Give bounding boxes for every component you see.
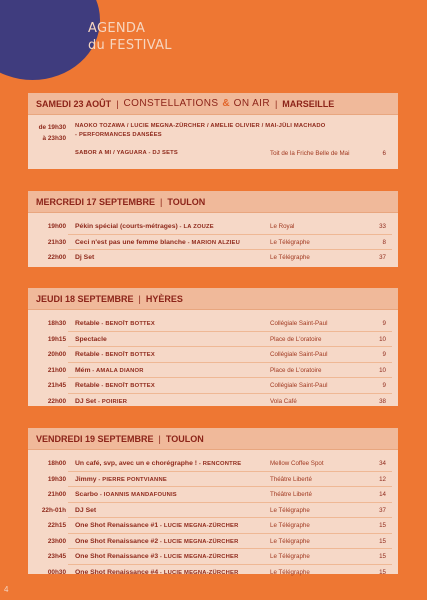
event-artist: - BENOÎT BOTTEX (99, 383, 155, 389)
time-end: à 23h30 (42, 135, 66, 142)
page-title (88, 20, 172, 54)
section-city: HYÈRES (145, 293, 183, 304)
event-venue: Collégiale Saint-Paul (270, 320, 328, 327)
event-venue: Le Télégraphe (270, 553, 310, 560)
event-page-ref: 34 (379, 460, 386, 467)
section-day: SAMEDI 23 AOÛT (36, 98, 112, 109)
section-header (28, 93, 398, 115)
section-header (28, 288, 398, 310)
event-page-ref: 8 (382, 238, 386, 246)
event-name: Jimmy (75, 475, 97, 483)
event-venue: Le Télégraphe (270, 537, 310, 545)
event-page-ref: 14 (379, 491, 386, 498)
event-row (28, 518, 398, 534)
event-time: 21h00 (47, 491, 66, 498)
event-row (28, 219, 398, 235)
time-start: de 19h30 (38, 124, 66, 131)
title-line-1: AGENDA (88, 21, 146, 36)
title-line-2: du FESTIVAL (88, 38, 172, 53)
section-header (28, 428, 398, 450)
event-artist: - AMALA DIANOR (90, 367, 144, 374)
event-row (28, 394, 398, 410)
event-time: 21h00 (47, 366, 66, 374)
event-time: 19h00 (47, 223, 66, 230)
event-venue: Le Télégraphe (270, 254, 310, 261)
event-venue: Mellow Coffee Spot (270, 460, 324, 467)
event-artist: - LA ZOUZE (177, 224, 214, 230)
event-time: 21h30 (47, 238, 66, 246)
event-artist: - RENCONTRE (197, 461, 242, 467)
event-time: 21h45 (47, 382, 66, 389)
event-venue: Théâtre Liberté (270, 491, 312, 498)
event-name: Spectacle (75, 335, 107, 343)
event-row (28, 332, 398, 348)
event-name: Un café, svp, avec un e chorégraphe ! (75, 460, 198, 467)
event-name: Retable (75, 382, 100, 389)
event-page-ref: 15 (379, 537, 386, 545)
event-time: 22h00 (47, 397, 66, 405)
page-number: 4 (4, 585, 9, 594)
event-row (28, 503, 398, 519)
event-name: One Shot Renaissance #3 (75, 553, 159, 560)
separator: | (158, 433, 161, 444)
event-time: 19h15 (47, 335, 66, 343)
page-ref: 6 (382, 150, 386, 157)
event-name: Ceci n'est pas une femme blanche (75, 238, 186, 246)
event-page-ref: 15 (379, 568, 386, 576)
event-row (28, 347, 398, 363)
event-page-ref: 10 (379, 335, 386, 343)
section-wednesday (28, 191, 398, 267)
event-name: One Shot Renaissance #2 (75, 537, 159, 545)
event-venue: Collégiale Saint-Paul (270, 382, 328, 389)
event-artist: - MARION ALZIEU (185, 239, 240, 246)
event-name: Dj Set (75, 254, 95, 261)
event-time: 18h00 (47, 460, 66, 467)
event-name: DJ Set (75, 506, 97, 514)
event-page-ref: 33 (379, 223, 386, 230)
event-list (28, 450, 398, 586)
event-time: 00h30 (47, 568, 66, 576)
event-page-ref: 12 (379, 475, 386, 483)
event-venue: Vola Café (270, 397, 297, 405)
performers: NAOKO TOZAWA / LUCIE MEGNA-ZÜRCHER / AMELIE OLIVIER / MAI-JÜLI MACHADO (75, 123, 326, 129)
event-artist: - PIERRE PONTVIANNE (96, 476, 167, 483)
performance-type: - PERFORMANCES DANSÉES (75, 132, 162, 138)
dj-sets: SABOR A MI / YAGUARA - DJ SETS (75, 150, 178, 156)
decorative-circle (0, 0, 100, 80)
section-day: VENDREDI 19 SEPTEMBRE (36, 433, 154, 444)
event-row (28, 363, 398, 379)
event-venue: Le Royal (270, 223, 295, 230)
event-page-ref: 9 (382, 320, 386, 327)
event-title (75, 394, 127, 411)
event-time: 20h00 (47, 351, 66, 358)
event-list (28, 213, 398, 272)
event-time: 23h00 (47, 537, 66, 545)
event-page-ref: 37 (379, 254, 386, 261)
event-venue: Collégiale Saint-Paul (270, 351, 328, 358)
event-time: 18h30 (47, 320, 66, 327)
event-artist: - IOANNIS MANDAFOUNIS (98, 492, 177, 498)
event-row (28, 250, 398, 266)
event-title (75, 250, 94, 267)
event-venue: Le Télégraphe (270, 238, 310, 246)
section-thursday (28, 288, 398, 406)
event-venue: Le Télégraphe (270, 568, 310, 576)
event-name-a: CONSTELLATIONS (123, 98, 219, 109)
event-artist: - LUCIE MEGNA-ZÜRCHER (158, 523, 239, 529)
event-name: Retable (75, 320, 100, 327)
event-artist: - LUCIE MEGNA-ZÜRCHER (158, 554, 239, 560)
section-city: TOULON (165, 433, 204, 444)
event-venue: Le Télégraphe (270, 522, 310, 529)
event-page-ref: 9 (382, 382, 386, 389)
venue: Toit de la Friche Belle de Mai (270, 150, 350, 157)
event-row (28, 487, 398, 503)
section-city: MARSEILLE (282, 98, 335, 109)
event-row (28, 472, 398, 488)
event-page-ref: 9 (382, 351, 386, 358)
event-name: One Shot Renaissance #4 (75, 568, 159, 576)
event-time: 22h-01h (41, 506, 66, 514)
event-row (28, 316, 398, 332)
event-artist: - LUCIE MEGNA-ZÜRCHER (158, 538, 239, 545)
event-name: Pékin spécial (courts-métrages) (75, 223, 178, 230)
event-page-ref: 10 (379, 366, 386, 374)
event-name: DJ Set (75, 397, 97, 405)
event-time: 23h45 (47, 553, 66, 560)
event-row (28, 534, 398, 550)
separator: | (160, 196, 163, 207)
section-day: MERCREDI 17 SEPTEMBRE (36, 196, 156, 207)
event-artist: - BENOÎT BOTTEX (99, 321, 155, 327)
event-name: Retable (75, 351, 100, 358)
event-time: 22h00 (47, 254, 66, 261)
event-artist: - BENOÎT BOTTEX (99, 352, 155, 358)
section-city: TOULON (167, 196, 206, 207)
separator: | (116, 98, 119, 109)
event-row (28, 549, 398, 565)
event-venue: Place de L'oratoire (270, 335, 322, 343)
event-list (28, 310, 398, 415)
ampersand: & (222, 98, 230, 109)
event-venue: Le Télégraphe (270, 506, 310, 514)
event-row (28, 115, 398, 169)
event-venue: Théâtre Liberté (270, 475, 312, 483)
section-saturday (28, 93, 398, 169)
event-row (28, 378, 398, 394)
event-page-ref: 38 (379, 397, 386, 405)
event-page-ref: 15 (379, 522, 386, 529)
event-name: One Shot Renaissance #1 (75, 522, 159, 529)
event-row (28, 235, 398, 251)
event-artist: - POIRIER (96, 398, 128, 405)
event-title (75, 565, 239, 582)
separator: | (138, 293, 141, 304)
event-name: Mém (75, 366, 91, 374)
event-time: 19h30 (47, 475, 66, 483)
section-day: JEUDI 18 SEPTEMBRE (36, 293, 134, 304)
event-row (28, 565, 398, 581)
event-page-ref: 37 (379, 506, 386, 514)
section-header (28, 191, 398, 213)
event-row (28, 456, 398, 472)
separator: | (274, 98, 278, 109)
section-friday (28, 428, 398, 574)
event-page-ref: 15 (379, 553, 386, 560)
event-name-b: ON AIR (233, 98, 270, 109)
event-name: Scarbo (75, 491, 99, 498)
event-venue: Place de L'oratoire (270, 366, 322, 374)
event-time: 22h15 (47, 522, 66, 529)
event-artist: - LUCIE MEGNA-ZÜRCHER (158, 569, 239, 576)
